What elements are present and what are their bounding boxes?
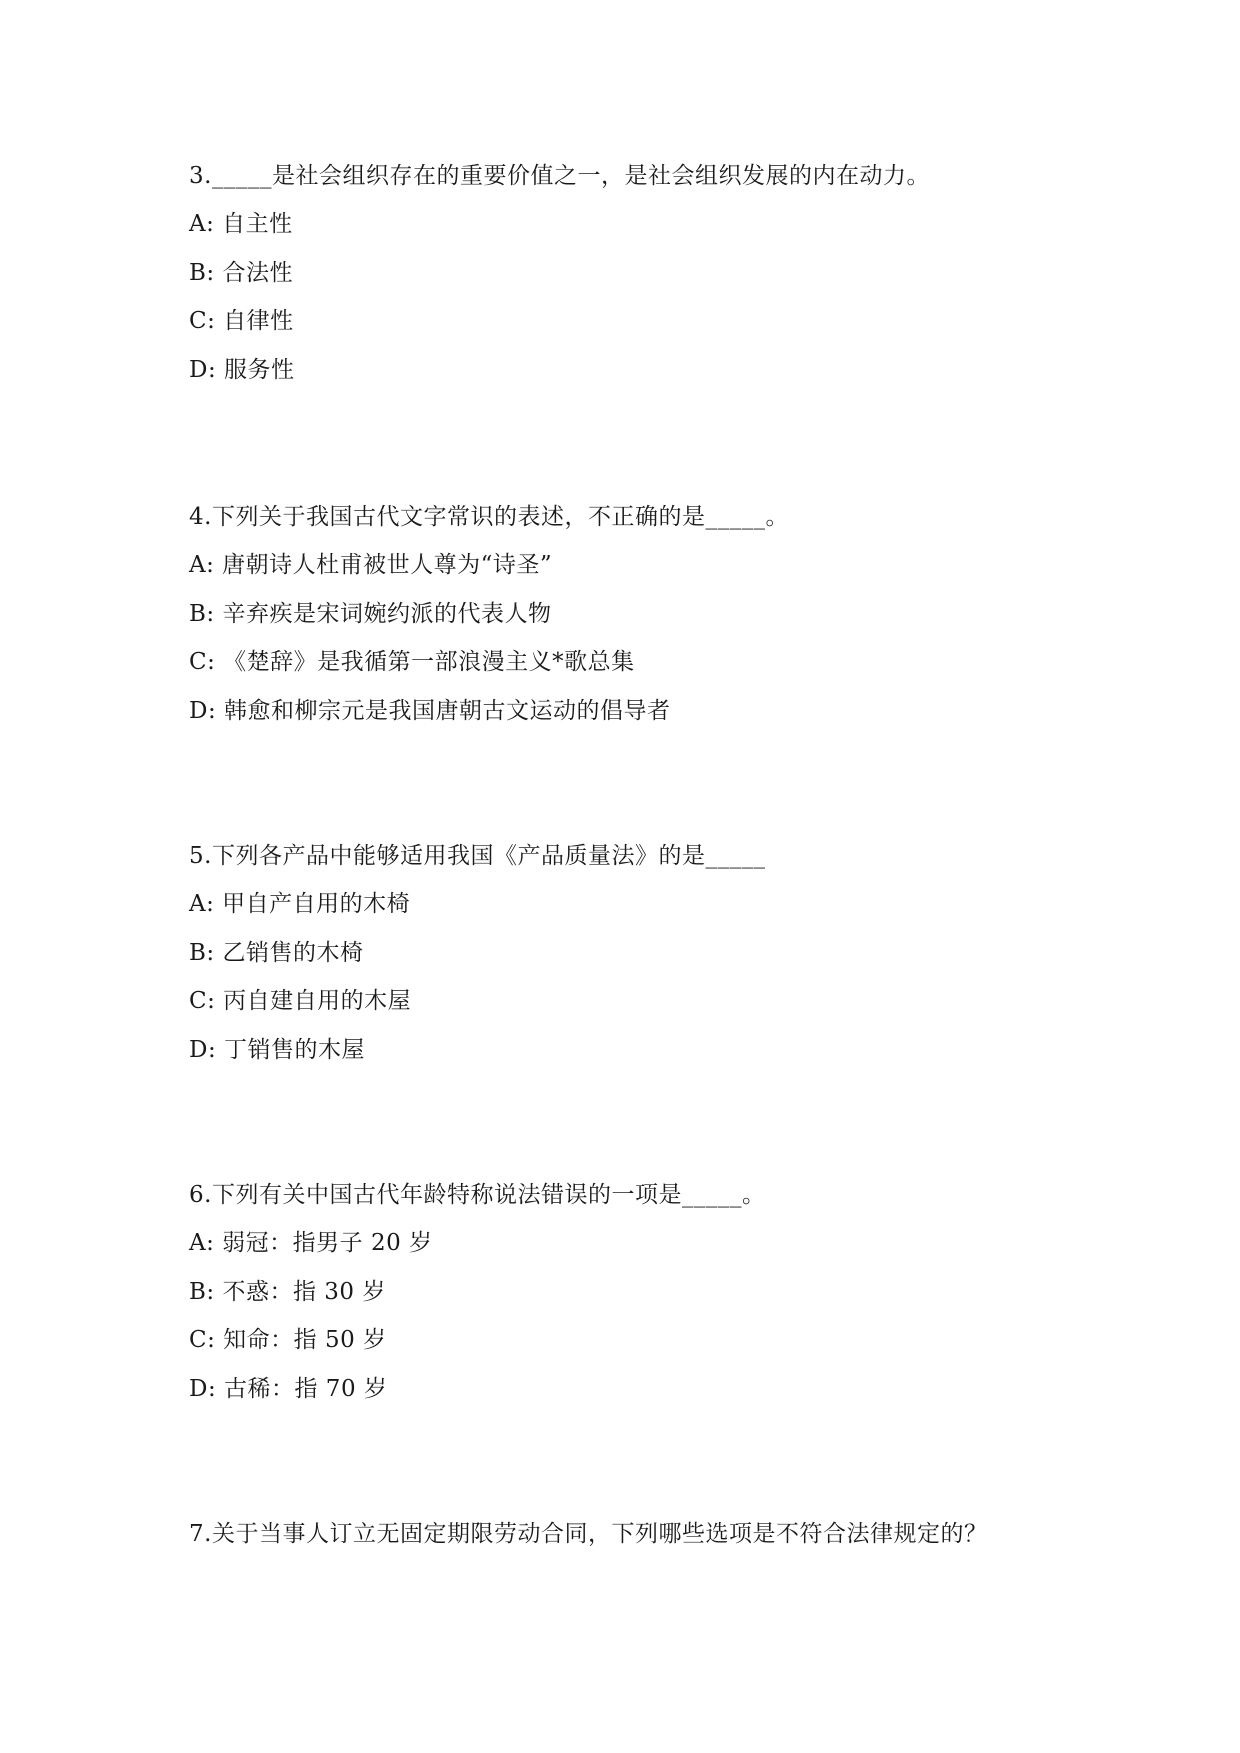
option-a: A: 弱冠：指男子 20 岁	[189, 1230, 433, 1256]
option-a: A: 唐朝诗人杜甫被世人尊为“诗圣”	[189, 552, 553, 578]
option-d: D: 服务性	[189, 357, 295, 383]
question-stem: 7.关于当事人订立无固定期限劳动合同，下列哪些选项是不符合法律规定的？	[189, 1521, 988, 1547]
option-b: B: 乙销售的木椅	[189, 940, 364, 966]
option-d: D: 丁销售的木屋	[189, 1037, 366, 1063]
option-d: D: 韩愈和柳宗元是我国唐朝古文运动的倡导者	[189, 698, 671, 724]
option-b: B: 不惑：指 30 岁	[189, 1279, 386, 1305]
option-c: C: 《楚辞》是我循第一部浪漫主义*歌总集	[189, 649, 635, 675]
option-c: C: 自律性	[189, 308, 294, 334]
question-stem: 5.下列各产品中能够适用我国《产品质量法》的是_____	[189, 843, 766, 869]
option-c: C: 知命：指 50 岁	[189, 1327, 387, 1353]
option-a: A: 甲自产自用的木椅	[189, 891, 411, 917]
option-c: C: 丙自建自用的木屋	[189, 988, 412, 1014]
option-d: D: 古稀：指 70 岁	[189, 1376, 388, 1402]
option-a: A: 自主性	[189, 211, 293, 237]
option-b: B: 辛弃疾是宋词婉约派的代表人物	[189, 601, 552, 627]
question-stem: 3._____是社会组织存在的重要价值之一，是社会组织发展的内在动力。	[189, 163, 930, 189]
option-b: B: 合法性	[189, 260, 293, 286]
question-stem: 4.下列关于我国古代文字常识的表述，不正确的是_____。	[189, 504, 789, 530]
question-stem: 6.下列有关中国古代年龄特称说法错误的一项是_____。	[189, 1182, 766, 1208]
